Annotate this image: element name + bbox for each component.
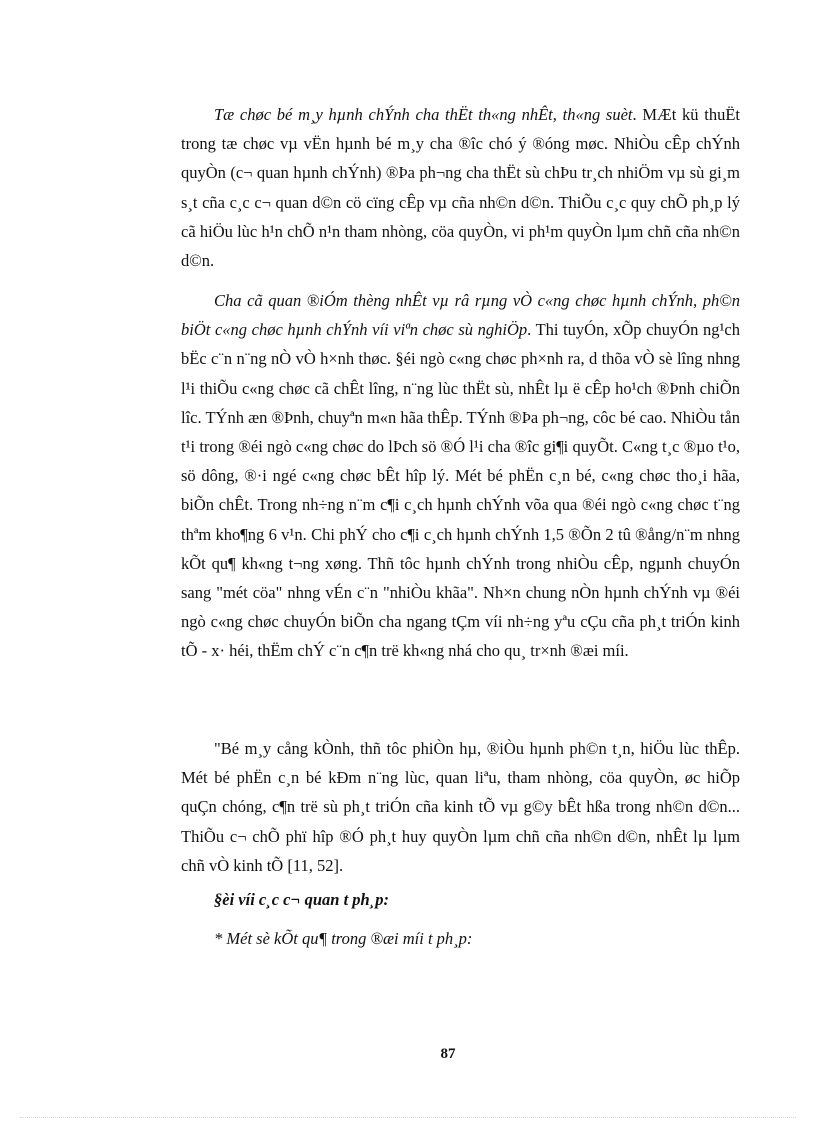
paragraph-2-italic-lead: Cha cã quan ®iÓm thèng nhÊt vµ râ rµng vÒ c«ng chøc hµnh chÝnh, ph©n biÖt c«ng chøc hµnh chÝnh víi viªn chøc sù nghiÖp [181, 291, 740, 340]
section-heading: §èi víi c¸c c¬ quan t ph¸p: [214, 890, 389, 909]
paragraph-3-quote [181, 734, 740, 880]
paragraph-1-italic-lead: Tæ chøc bé m¸y hµnh chÝnh cha thËt th«ng nhÊt, th«ng suèt [214, 105, 633, 124]
paragraph-3-body: "Bé m¸y cång kÒnh, thñ tôc phiÒn hµ, ®iÒu hµnh ph©n t¸n, hiÖu lùc thÊp. Mét bé phËn c¸n bé kÐm n¨ng lùc, quan liªu, tham nhòng, cöa quyÒn, øc hiÕp quÇn chóng, c¶n trë sù ph¸t triÓn cña kinh tÕ vµ g©y bÊt hßa trong nh©n d©n... ThiÕu c¬ chÕ phï hîp ®Ó ph¸t huy quyÒn lµm chñ cña nh©n d©n, nhÊt lµ lµm chñ vÒ kinh tÕ [11, 52]. [181, 739, 740, 875]
page-bottom-divider [20, 1117, 796, 1118]
paragraph-1 [181, 100, 740, 275]
subsection-heading: * Mét sè kÕt qu¶ trong ®æi míi t ph¸p: [214, 929, 473, 948]
paragraph-2 [181, 286, 740, 666]
page-number: 87 [440, 1046, 456, 1062]
paragraph-2-body: . Thi tuyÓn, xÕp chuyÓn ng¹ch bËc c¨n n¨ng nÒ vÒ h×nh thøc. §éi ngò c«ng chøc ph×nh ra, d thõa vÒ sè lîng nhng l¹i thiÕu c«ng chøc cã chÊt lîng, n¨ng lùc thËt sù, nhÊt lµ ë cÊp ho¹ch ®Þnh chiÕn lîc. TÝnh æn ®Þnh, chuyªn m«n hãa thÊp. TÝnh ®Þa ph¬ng, côc bé cao. NhiÒu tån t¹i trong ®éi ngò c«ng chøc do lÞch sö ®Ó l¹i cha ®îc gi¶i quyÕt. C«ng t¸c ®µo t¹o, sö dông, ®·i ngé c«ng chøc bÊt hîp lý. Mét bé phËn c¸n bé, c«ng chøc tho¸i hãa, biÕn chÊt. Trong nh÷ng n¨m c¶i c¸ch hµnh chÝnh võa qua ®éi ngò c«ng chøc t¨ng thªm kho¶ng 6 v¹n. Chi phÝ cho c¶i c¸ch hµnh chÝnh 1,5 ®Õn 2 tû ®ång/n¨m nhng kÕt qu¶ kh«ng t¬ng xøng. Thñ tôc hµnh chÝnh trong nhiÒu cÊp, ngµnh chuyÓn sang "mét cöa" nhng vÉn c¨n "nhiÒu khãa". Nh×n chung nÒn hµnh chÝnh vµ ®éi ngò c«ng chøc chuyÓn biÕn cha ngang tÇm víi nh÷ng yªu cÇu cña ph¸t triÓn kinh tÕ - x· héi, thËm chÝ c¨n c¶n trë kh«ng nhá cho qu¸ tr×nh ®æi míi. [181, 320, 740, 661]
paragraph-1-body: . MÆt kü thuËt trong tæ chøc vµ vËn hµnh bé m¸y cha ®îc chó ý ®óng møc. NhiÒu cÊp chÝnh quyÒn (c¬ quan hµnh chÝnh) ®Þa ph¬ng cha thËt sù chÞu tr¸ch nhiÖm vµ sù gi¸m s¸t cña c¸c c¬ quan d©n cö cïng cÊp vµ cña nh©n d©n. ThiÕu c¸c quy chÕ ph¸p lý cã hiÖu lùc h¹n chÕ n¹n tham nhòng, cöa quyÒn, vi ph¹m quyÒn lµm chñ cña nh©n d©n. [181, 105, 740, 271]
